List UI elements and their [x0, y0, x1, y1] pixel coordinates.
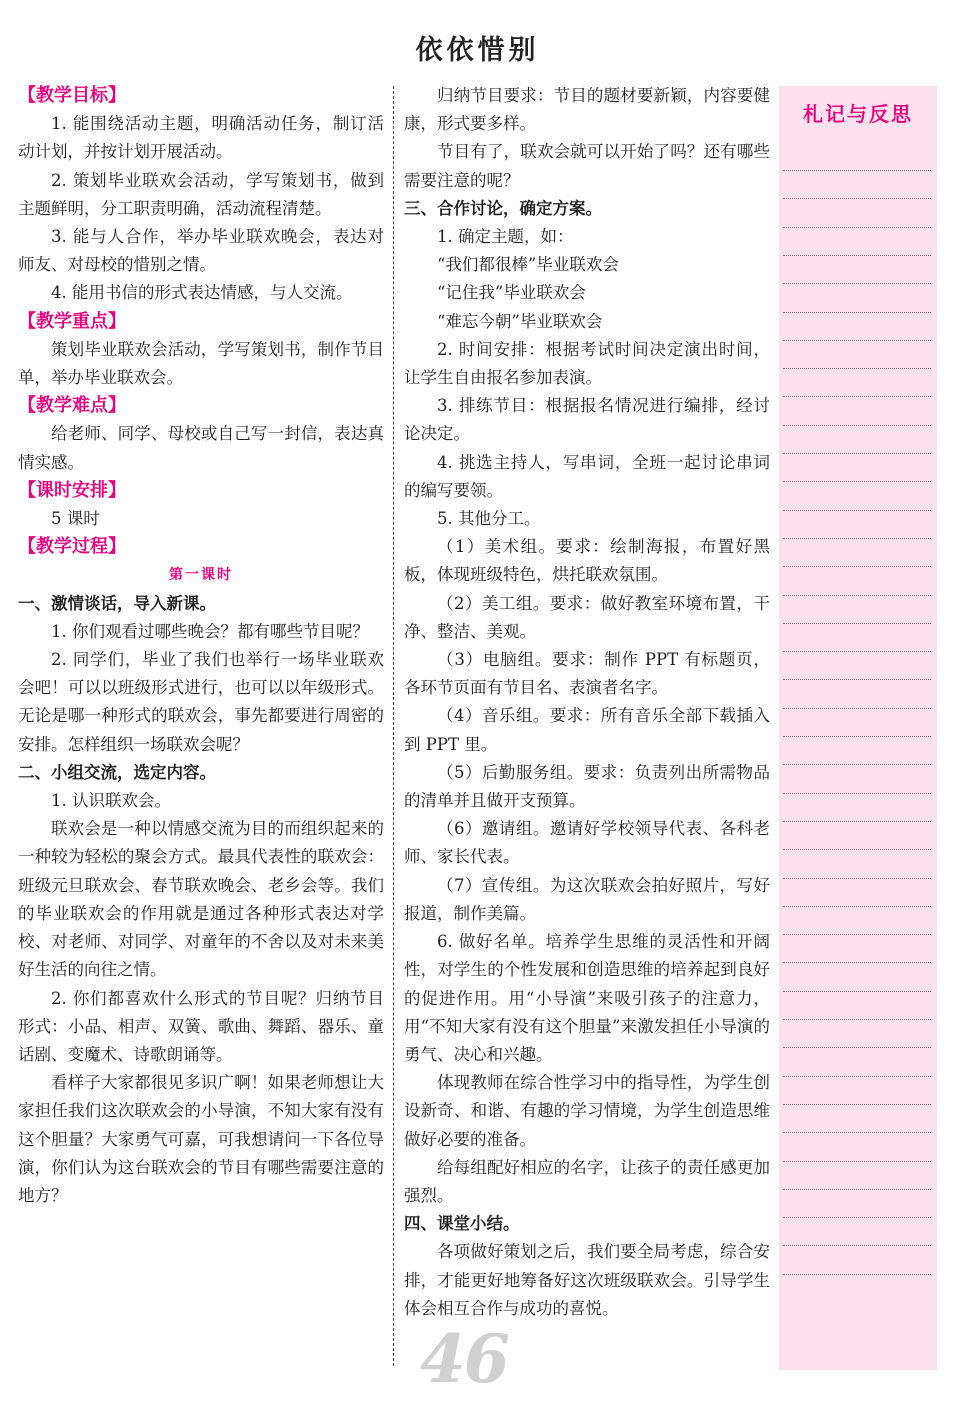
objective-item: 4. 能用书信的形式表达情感，与人交流。: [51, 283, 353, 303]
note-line: [783, 198, 931, 199]
note-line: [783, 1104, 931, 1105]
note-line: [783, 340, 931, 341]
key-points-heading: 【教学重点】: [18, 310, 126, 332]
part4-heading: 四、课堂小结。: [404, 1214, 520, 1234]
part1-heading: 一、激情谈话，导入新课。: [18, 593, 216, 613]
paragraph: 体现教师在综合性学习中的指导性，为学生创设新奇、和谐、有趣的学习情境，为学生创造思维做好必要的准备。: [404, 1073, 770, 1149]
note-line: [783, 453, 931, 454]
notes-title: 札记与反思: [803, 102, 913, 126]
note-line: [783, 510, 931, 511]
paragraph: 6. 做好名单。培养学生思维的灵活性和开阔性，对学生的个性发展和创造思维的培养起到良好的促进作用。用“小导演”来吸引孩子的注意力，用“不知大家有没有这个胆量”来激发担任小导演的勇气、决心和兴趣。: [404, 932, 770, 1064]
objective-item: 3. 能与人合作，举办毕业联欢晚会，表达对师友、对母校的惜别之情。: [18, 227, 384, 275]
paragraph: 各项做好策划之后，我们要全局考虑，综合安排，才能更好地筹备好这次班级联欢会。引导学生体会相互合作与成功的喜悦。: [404, 1242, 770, 1318]
note-line: [783, 679, 931, 680]
paragraph: 2. 你们都喜欢什么形式的节目呢？归纳节目形式：小品、相声、双簧、歌曲、舞蹈、器乐、童话剧、变魔术、诗歌朗诵等。: [18, 988, 384, 1064]
note-line: [783, 1047, 931, 1048]
note-line: [783, 934, 931, 935]
key-points-text: 策划毕业联欢会活动，学写策划书，制作节目单，举办毕业联欢会。: [18, 339, 384, 388]
paragraph: 归纳节目要求：节目的题材要新颖，内容要健康，形式要多样。: [404, 86, 770, 134]
paragraph: 1. 确定主题，如：: [437, 227, 574, 247]
note-line: [783, 368, 931, 369]
note-line: [783, 821, 931, 822]
theme-example: “记住我”毕业联欢会: [437, 283, 586, 303]
note-line: [783, 962, 931, 963]
left-column: [18, 82, 384, 1210]
paragraph: 联欢会是一种以情感交流为目的而组织起来的一种较为轻松的聚会方式。最具代表性的联欢会：班级元旦联欢会、春节联欢晚会、老乡会等。我们的毕业联欢会的作用就是通过各种形式表达对学校、对老师、对同学、对童年的不舍以及对未来美好生活的向往之情。: [18, 819, 384, 980]
note-line: [783, 566, 931, 567]
process-heading: 【教学过程】: [18, 536, 126, 558]
page-number: 46: [420, 1320, 508, 1398]
notes-panel: [779, 86, 937, 1370]
paragraph: 2. 同学们，毕业了我们也举行一场毕业联欢会吧！可以以班级形式进行，也可以以年级形式。无论是哪一种形式的联欢会，事先都要进行周密的安排。怎样组织一场联欢会呢？: [18, 650, 384, 754]
objective-item: 1. 能围绕活动主题，明确活动任务，制订活动计划，并按计划开展活动。: [18, 114, 384, 162]
group-item: （5）后勤服务组。要求：负责列出所需物品的清单并且做开支预算。: [404, 762, 770, 811]
note-line: [783, 1132, 931, 1133]
part2-heading: 二、小组交流，选定内容。: [18, 762, 216, 782]
note-line: [783, 227, 931, 228]
note-line: [783, 425, 931, 426]
note-line: [783, 255, 931, 256]
note-line: [783, 1189, 931, 1190]
paragraph: 3. 排练节目：根据报名情况进行编排，经讨论决定。: [404, 396, 770, 444]
objective-item: 2. 策划毕业联欢会活动，学写策划书，做到主题鲜明，分工职责明确，活动流程清楚。: [18, 170, 384, 218]
paragraph: 1. 认识联欢会。: [51, 791, 171, 811]
schedule-text: 5 课时: [51, 509, 100, 529]
lesson-title: 第一课时: [169, 567, 233, 584]
note-line: [783, 906, 931, 907]
note-line: [783, 991, 931, 992]
group-item: （7）宣传组。为这次联欢会拍好照片，写好报道，制作美篇。: [404, 875, 770, 923]
difficult-points-heading: 【教学难点】: [18, 395, 126, 417]
note-line: [783, 312, 931, 313]
note-line: [783, 623, 931, 624]
paragraph: 1. 你们观看过哪些晚会？都有哪些节目呢？: [51, 621, 369, 641]
note-line: [783, 1019, 931, 1020]
page-title: 依依惜别: [415, 35, 540, 66]
schedule-heading: 【课时安排】: [18, 479, 126, 501]
theme-example: “我们都很棒”毕业联欢会: [437, 255, 619, 275]
theme-example: “难忘今朝”毕业联欢会: [437, 311, 603, 331]
group-item: （2）美工组。要求：做好教室环境布置，干净、整洁、美观。: [404, 593, 770, 641]
note-line: [783, 283, 931, 284]
part3-heading: 三、合作讨论，确定方案。: [404, 198, 602, 218]
middle-column: [404, 82, 770, 1323]
column-divider: [393, 86, 394, 1366]
group-item: （4）音乐组。要求：所有音乐全部下载插入到 PPT 里。: [404, 706, 770, 754]
note-line: [783, 1076, 931, 1077]
paragraph: 4. 挑选主持人，写串词，全班一起讨论串词的编写要领。: [404, 452, 770, 500]
group-item: （1）美术组。要求：绘制海报，布置好黑板，体现班级特色，烘托联欢氛围。: [404, 537, 770, 585]
note-line: [783, 793, 931, 794]
note-line: [783, 1274, 931, 1275]
group-item: （3）电脑组。要求：制作 PPT 有标题页，各环节页面有节目名、表演者名字。: [404, 650, 770, 698]
note-line: [783, 1161, 931, 1162]
paragraph: 给每组配好相应的名字，让孩子的责任感更加强烈。: [404, 1157, 770, 1205]
note-line: [783, 595, 931, 596]
note-line: [783, 651, 931, 652]
objectives-heading: 【教学目标】: [18, 85, 126, 106]
note-line: [783, 170, 931, 171]
note-line: [783, 708, 931, 709]
note-line: [783, 764, 931, 765]
group-item: （6）邀请组。邀请好学校领导代表、各科老师、家长代表。: [404, 819, 770, 867]
paragraph: 2. 时间安排：根据考试时间决定演出时间，让学生自由报名参加表演。: [404, 339, 770, 388]
note-line: [783, 1245, 931, 1246]
paragraph: 5. 其他分工。: [437, 509, 541, 529]
paragraph: 节目有了，联欢会就可以开始了吗？还有哪些需要注意的呢？: [404, 142, 770, 190]
note-line: [783, 396, 931, 397]
difficult-points-text: 给老师、同学、母校或自己写一封信，表达真情实感。: [18, 424, 384, 472]
note-line: [783, 736, 931, 737]
note-line: [783, 1217, 931, 1218]
note-line: [783, 481, 931, 482]
note-line: [783, 849, 931, 850]
note-line: [783, 878, 931, 879]
note-line: [783, 538, 931, 539]
paragraph: 看样子大家都很见多识广啊！如果老师想让大家担任我们这次联欢会的小导演，不知大家有没有这个胆量？大家勇气可嘉，可我想请问一下各位导演，你们认为这台联欢会的节目有哪些需要注意的地方？: [18, 1073, 384, 1205]
